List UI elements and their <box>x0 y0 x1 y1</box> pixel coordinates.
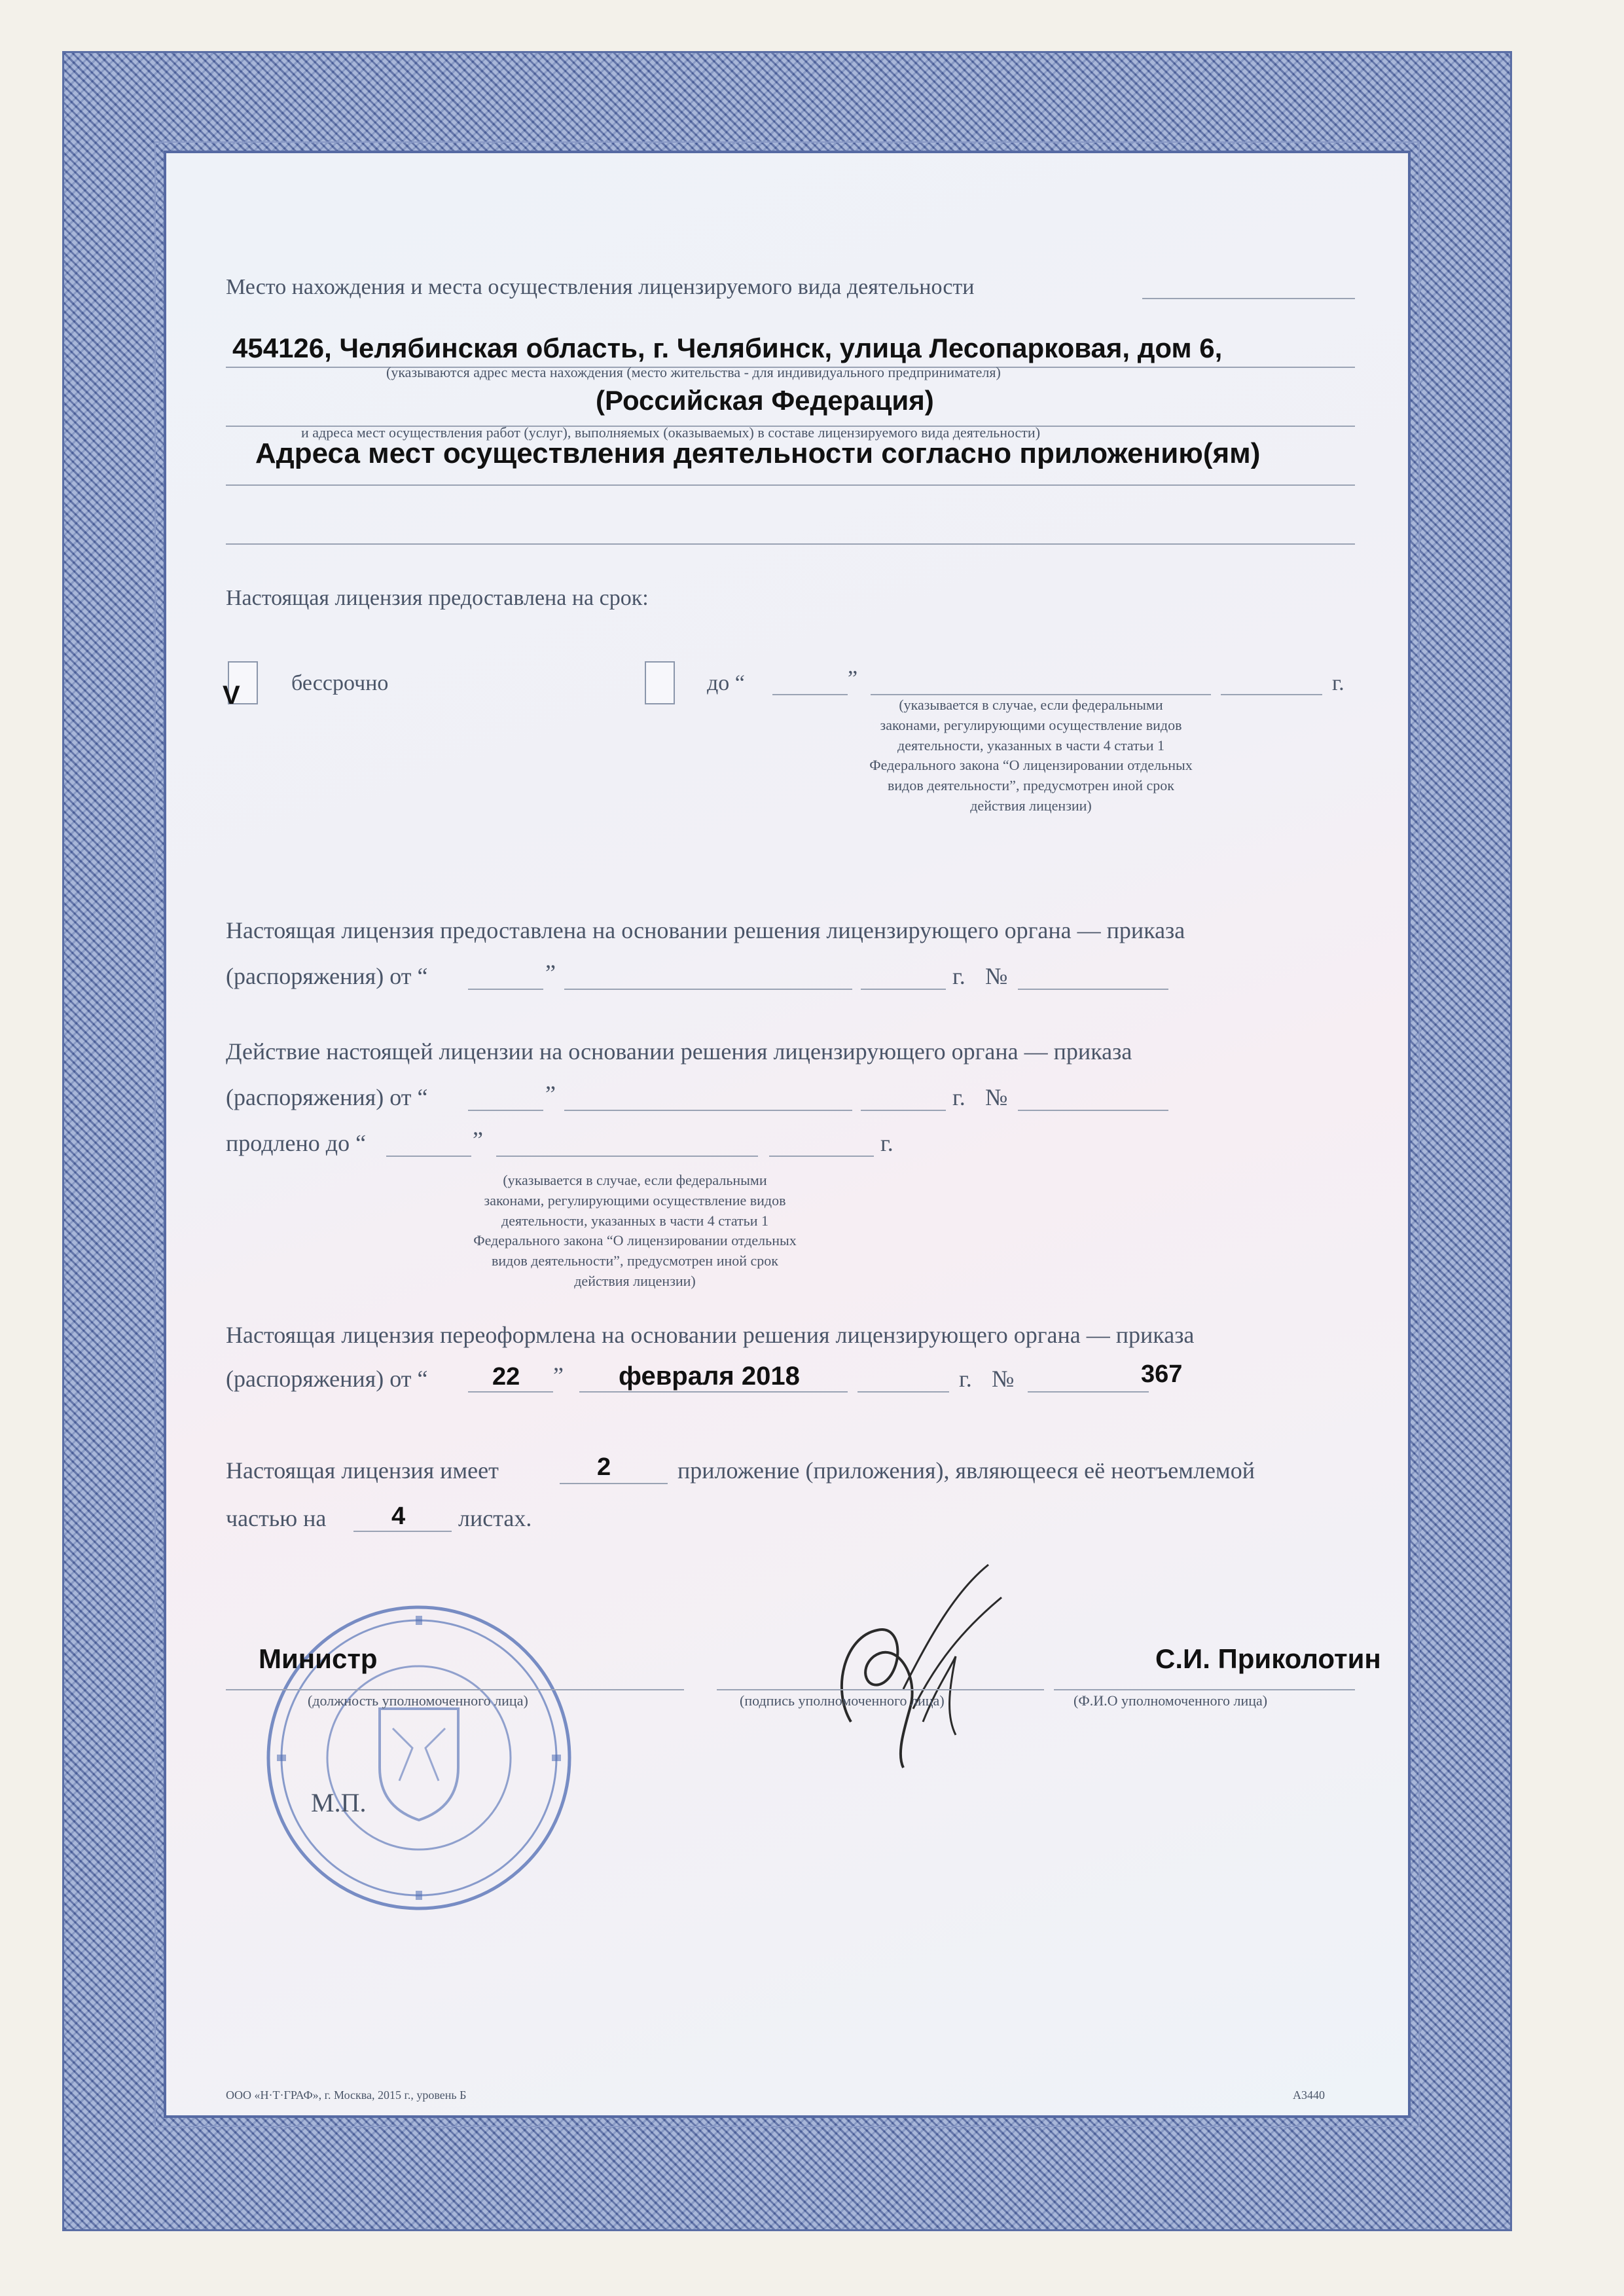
rule <box>564 989 852 990</box>
name-hint: (Ф.И.О уполномоченного лица) <box>1074 1692 1268 1709</box>
term-heading: Настоящая лицензия предоставлена на срок: <box>226 586 649 610</box>
signature-hint: (подпись уполномоченного лица) <box>740 1692 945 1709</box>
rule <box>226 1689 684 1690</box>
rule <box>1054 1689 1355 1690</box>
rule <box>861 989 946 990</box>
printer-imprint: ООО «Н·Т·ГРАФ», г. Москва, 2015 г., уровень Б <box>226 2088 467 2102</box>
basis-line-2-prefix: (распоряжения) от “ <box>226 963 428 989</box>
until-year-suffix: г. <box>1332 671 1344 695</box>
quote-close: ” <box>545 1081 556 1107</box>
stamp-place: М.П. <box>311 1788 367 1817</box>
location-heading: Место нахождения и места осуществления лицензируемого вида деятельности <box>226 275 975 299</box>
appendix-line-1-prefix: Настоящая лицензия имеет <box>226 1457 499 1484</box>
until-prefix: до “ <box>707 671 745 695</box>
number-sign: № <box>985 1084 1008 1110</box>
rule <box>468 989 543 990</box>
until-checkbox <box>645 661 675 704</box>
rule <box>1018 989 1168 990</box>
number-sign: № <box>992 1366 1015 1392</box>
quote-close: ” <box>553 1362 564 1389</box>
rule <box>226 484 1355 486</box>
extension-line-1: Действие настоящей лицензии на основании решения лицензирующего органа — приказа <box>226 1038 1132 1065</box>
address-line-1: 454126, Челябинская область, г. Челябинск, улица Лесопарковая, дом 6, <box>232 333 1223 363</box>
rule <box>496 1156 758 1157</box>
reissue-day: 22 <box>492 1363 520 1391</box>
extension-year-suffix: г. <box>880 1130 893 1156</box>
signatory-name: С.И. Приколотин <box>1155 1643 1381 1674</box>
reissue-line-1: Настоящая лицензия переоформлена на основании решения лицензирующего органа — приказа <box>226 1322 1195 1348</box>
rule <box>468 1391 553 1393</box>
rule <box>226 543 1355 545</box>
reissue-number: 367 <box>1141 1360 1183 1388</box>
quote-close: ” <box>473 1127 483 1153</box>
signatory-position: Министр <box>259 1643 378 1674</box>
rule <box>579 1391 848 1393</box>
rule <box>353 1531 452 1532</box>
handwritten-signature <box>805 1558 1015 1774</box>
until-note: (указывается в случае, если федеральными законами, регулирующими осуществление видов деятельности, указанных в части 4 статьи 1 Федерального закона “О лицензировании отдельных видов деятельности”, предусмотрен иной срок действия лицензии) <box>869 697 1193 814</box>
rule <box>769 1156 874 1157</box>
rule <box>1142 298 1355 299</box>
quote-close: ” <box>848 666 858 691</box>
year-suffix: г. <box>952 963 965 989</box>
address-line-3: Адреса мест осуществления деятельности согласно приложению(ям) <box>255 437 1261 469</box>
indefinite-check-mark: V <box>223 681 240 710</box>
appendix-sheets: 4 <box>391 1503 406 1530</box>
rule <box>717 1689 1044 1690</box>
appendix-line-1-suffix: приложение (приложения), являющееся её неотъемлемой <box>677 1457 1255 1484</box>
number-sign: № <box>985 963 1008 989</box>
rule <box>564 1110 852 1111</box>
rule <box>468 1110 543 1111</box>
address-hint-1: (указываются адрес места нахождения (место жительства - для индивидуального предпринимателя) <box>386 364 1001 380</box>
position-hint: (должность уполномоченного лица) <box>308 1692 528 1709</box>
reissue-month-year: февраля 2018 <box>619 1362 800 1391</box>
basis-line-1: Настоящая лицензия предоставлена на основании решения лицензирующего органа — приказа <box>226 917 1185 943</box>
appendix-line-2-suffix: листах. <box>458 1505 532 1531</box>
extension-line-3-prefix: продлено до “ <box>226 1130 367 1156</box>
rule <box>857 1391 949 1393</box>
year-suffix: г. <box>959 1366 972 1392</box>
rule <box>1028 1391 1149 1393</box>
appendix-count: 2 <box>597 1453 611 1481</box>
rule <box>1018 1110 1168 1111</box>
year-suffix: г. <box>952 1084 965 1110</box>
rule <box>560 1483 668 1484</box>
extension-line-2-prefix: (распоряжения) от “ <box>226 1084 428 1110</box>
indefinite-label: бессрочно <box>291 671 389 695</box>
quote-close: ” <box>545 960 556 986</box>
address-hint-2: и адреса мест осуществления работ (услуг), выполняемых (оказываемых) в составе лицензируемого вида деятельности) <box>301 424 1041 441</box>
form-code: А3440 <box>1293 2088 1325 2102</box>
extension-note: (указывается в случае, если федеральными законами, регулирующими осуществление видов деятельности, указанных в части 4 статьи 1 Федерального закона “О лицензировании отдельных видов деятельности”, предусмотрен иной срок действия лицензии) <box>473 1172 797 1289</box>
address-line-2: (Российская Федерация) <box>596 385 934 416</box>
appendix-line-2-prefix: частью на <box>226 1505 327 1531</box>
rule <box>861 1110 946 1111</box>
reissue-line-2-prefix: (распоряжения) от “ <box>226 1366 428 1392</box>
rule <box>386 1156 471 1157</box>
